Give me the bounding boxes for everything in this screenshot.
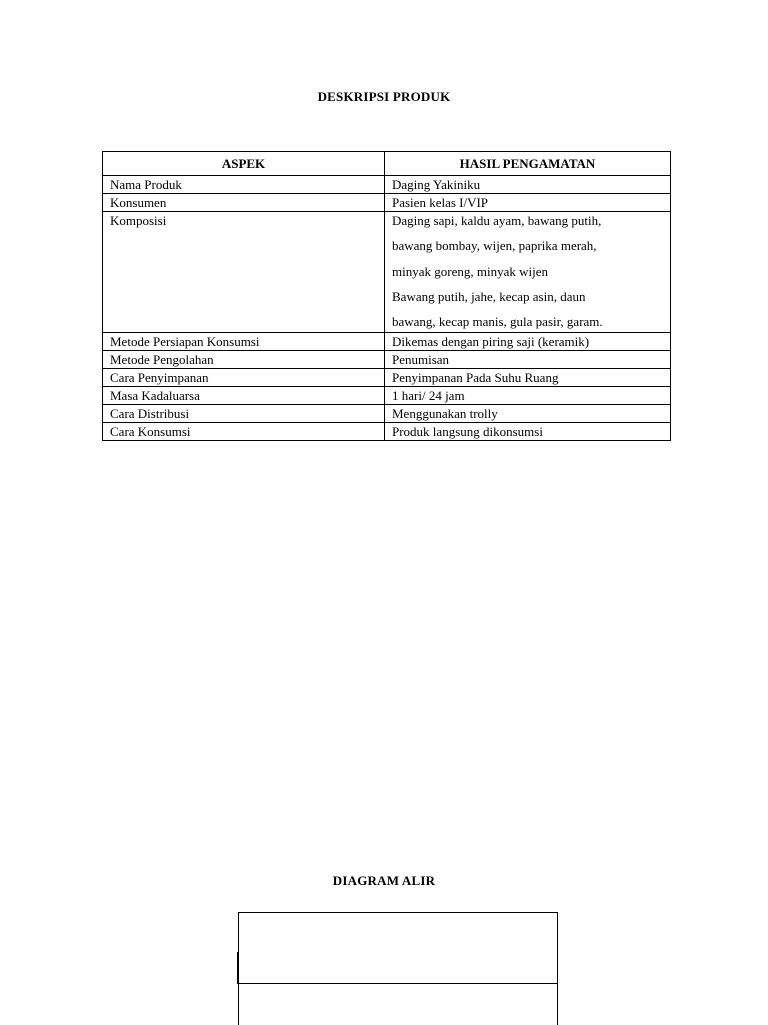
header-result: HASIL PENGAMATAN: [385, 152, 671, 176]
table-row: [103, 351, 671, 369]
product-description-table: [102, 151, 671, 441]
aspect-cell: Metode Persiapan Konsumsi: [103, 333, 385, 351]
composition-line: Bawang putih, jahe, kecap asin, daun: [392, 288, 586, 304]
composition-line: Daging sapi, kaldu ayam, bawang putih,: [392, 213, 602, 228]
aspect-cell: Komposisi: [103, 212, 385, 333]
aspect-cell: Cara Penyimpanan: [103, 369, 385, 387]
flowchart-box: [238, 983, 558, 1025]
result-cell: Penumisan: [385, 351, 671, 369]
aspect-cell: Cara Konsumsi: [103, 423, 385, 441]
aspect-cell: Cara Distribusi: [103, 405, 385, 423]
result-cell: [385, 212, 671, 333]
composition-line: bawang bombay, wijen, paprika merah,: [392, 238, 597, 254]
aspect-cell: Metode Pengolahan: [103, 351, 385, 369]
table-row: [103, 387, 671, 405]
table-row: [103, 369, 671, 387]
result-cell: Pasien kelas I/VIP: [385, 194, 671, 212]
header-aspect: ASPEK: [103, 152, 385, 176]
result-cell: 1 hari/ 24 jam: [385, 387, 671, 405]
result-cell: Dikemas dengan piring saji (keramik): [385, 333, 671, 351]
composition-line: bawang, kecap manis, gula pasir, garam.: [392, 314, 603, 330]
table-row: [103, 405, 671, 423]
flowchart-connector: [237, 952, 238, 984]
result-cell: Daging Yakiniku: [385, 176, 671, 194]
table-row: [103, 212, 671, 333]
table-row: [103, 333, 671, 351]
flowchart-box: [238, 912, 558, 984]
table-header-row: [103, 152, 671, 176]
result-cell: Penyimpanan Pada Suhu Ruang: [385, 369, 671, 387]
table-row: [103, 423, 671, 441]
diagram-title: DIAGRAM ALIR: [332, 873, 436, 888]
composition-line: minyak goreng, minyak wijen: [392, 263, 548, 279]
aspect-cell: Konsumen: [103, 194, 385, 212]
aspect-cell: Masa Kadaluarsa: [103, 387, 385, 405]
page-title: DESKRIPSI PRODUK: [317, 89, 451, 104]
result-cell: Menggunakan trolly: [385, 405, 671, 423]
result-cell: Produk langsung dikonsumsi: [385, 423, 671, 441]
table-row: [103, 176, 671, 194]
aspect-cell: Nama Produk: [103, 176, 385, 194]
